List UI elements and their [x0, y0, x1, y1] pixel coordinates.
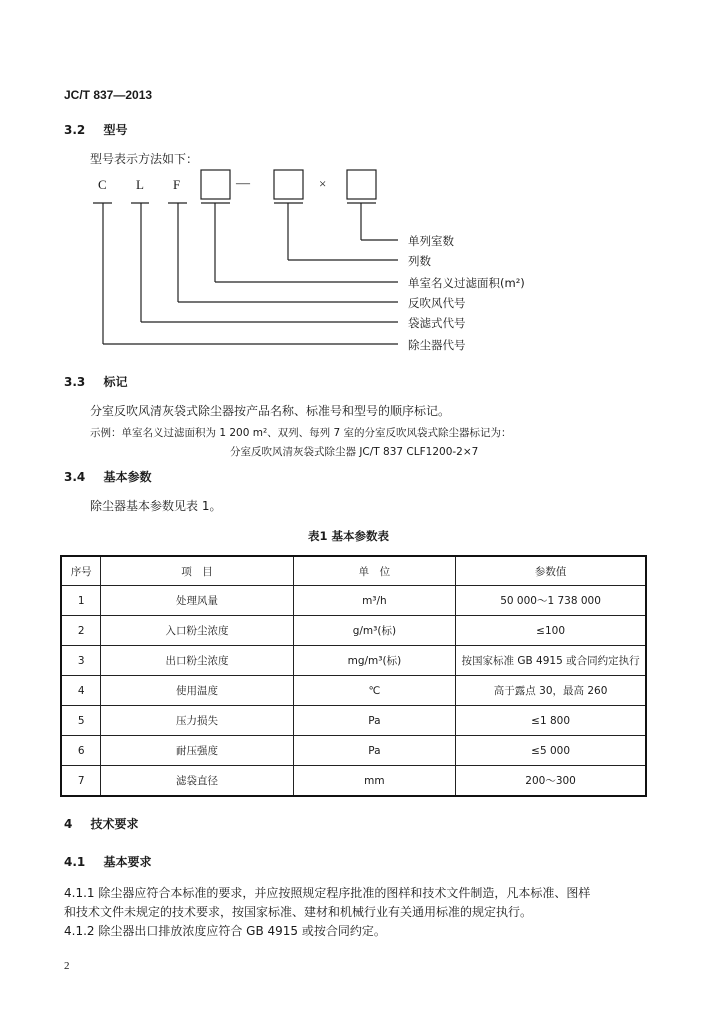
table-cell: 3: [61, 646, 101, 676]
table-cell: ℃: [293, 676, 456, 706]
basic-params-text: 除尘器基本参数见表 1。: [90, 499, 222, 513]
table-row: [61, 646, 646, 676]
label-columns: 列数: [408, 254, 431, 268]
section-number: 4.1: [64, 855, 86, 869]
table-row: [61, 616, 646, 646]
label-filter-area: 单室名义过滤面积(m²): [408, 276, 525, 290]
code-dash: —: [236, 176, 250, 191]
section-3-3-heading: [64, 373, 127, 390]
section-title: 型号: [103, 123, 128, 137]
clause-4-1-1-line1: 4.1.1 除尘器应符合本标准的要求，并应按照规定程序批准的图样和技术文件制造，凡本标准、图样: [64, 886, 591, 900]
marking-example-mark: 分室反吹风清灰袋式除尘器 JC/T 837 CLF1200-2×7: [230, 446, 479, 458]
code-letter-f: F: [173, 177, 181, 192]
table-cell: 入口粉尘浓度: [101, 616, 293, 646]
table-cell: 4: [61, 676, 101, 706]
clause-4-1-2: 4.1.2 除尘器出口排放浓度应符合 GB 4915 或按合同约定。: [64, 924, 386, 938]
table-row: [61, 706, 646, 736]
section-4-heading: [64, 815, 139, 832]
table-cell: 6: [61, 736, 101, 766]
header-cell: 参数值: [456, 556, 646, 586]
table-cell: 50 000～1 738 000: [456, 586, 646, 616]
page-number: 2: [64, 960, 70, 972]
code-times: ×: [319, 176, 327, 191]
marking-text: 分室反吹风清灰袋式除尘器按产品名称、标准号和型号的顺序标记。: [90, 404, 451, 418]
label-dust-collector-code: 除尘器代号: [408, 338, 466, 352]
table-cell: ≤5 000: [456, 736, 646, 766]
table-cell: 2: [61, 616, 101, 646]
section-title: 技术要求: [90, 817, 139, 831]
table-row: [61, 736, 646, 766]
document-code: JC/T 837—2013: [64, 88, 153, 102]
code-box-columns: [274, 170, 303, 199]
table-cell: g/m³(标): [293, 616, 456, 646]
table-cell: 处理风量: [101, 586, 293, 616]
section-number: 3.3: [64, 375, 86, 389]
code-letter-l: L: [136, 177, 144, 192]
table-header-row: [61, 556, 646, 586]
section-4-1-heading: [64, 853, 151, 870]
table-cell: 压力损失: [101, 706, 293, 736]
model-intro-text: 型号表示方法如下：: [90, 152, 199, 166]
table-cell: mm: [293, 766, 456, 797]
table-cell: 5: [61, 706, 101, 736]
table-row: [61, 766, 646, 797]
label-reverse-air-code: 反吹风代号: [408, 296, 466, 310]
clause-4-1-1-line2: 和技术文件未规定的技术要求，按国家标准、建材和机械行业有关通用标准的规定执行。: [64, 905, 533, 919]
basic-parameters-table: [60, 555, 647, 797]
section-number: 3.4: [64, 470, 86, 484]
header-cell: 序号: [61, 556, 101, 586]
table-row: [61, 676, 646, 706]
table-cell: 1: [61, 586, 101, 616]
table-cell: 按国家标准 GB 4915 或合同约定执行: [456, 646, 646, 676]
table-cell: Pa: [293, 706, 456, 736]
section-title: 基本参数: [103, 470, 152, 484]
table-cell: 滤袋直径: [101, 766, 293, 797]
code-box-rooms: [347, 170, 376, 199]
label-rooms-per-column: 单列室数: [408, 234, 454, 248]
marking-example: 示例：单室名义过滤面积为 1 200 m²、双列、每列 7 室的分室反吹风袋式除尘器标记为：: [90, 427, 512, 439]
header-cell: 单 位: [293, 556, 456, 586]
section-title: 基本要求: [103, 855, 152, 869]
section-title: 标记: [103, 375, 128, 389]
table-cell: 出口粉尘浓度: [101, 646, 293, 676]
label-bag-filter-code: 袋滤式代号: [408, 316, 466, 330]
section-number: 3.2: [64, 123, 86, 137]
code-box-area: [201, 170, 230, 199]
header-cell: 项 目: [101, 556, 293, 586]
table-cell: ≤1 800: [456, 706, 646, 736]
code-letter-c: C: [98, 177, 107, 192]
table-cell: 耐压强度: [101, 736, 293, 766]
section-number: 4: [64, 817, 73, 831]
table-cell: 使用温度: [101, 676, 293, 706]
table-cell: 7: [61, 766, 101, 797]
section-3-4-heading: [64, 468, 151, 485]
table-cell: m³/h: [293, 586, 456, 616]
table-caption: 表1 基本参数表: [308, 529, 390, 543]
table-cell: Pa: [293, 736, 456, 766]
table-cell: 200～300: [456, 766, 646, 797]
table-cell: mg/m³(标): [293, 646, 456, 676]
table-cell: ≤100: [456, 616, 646, 646]
table-row: [61, 586, 646, 616]
table-cell: 高于露点 30，最高 260: [456, 676, 646, 706]
